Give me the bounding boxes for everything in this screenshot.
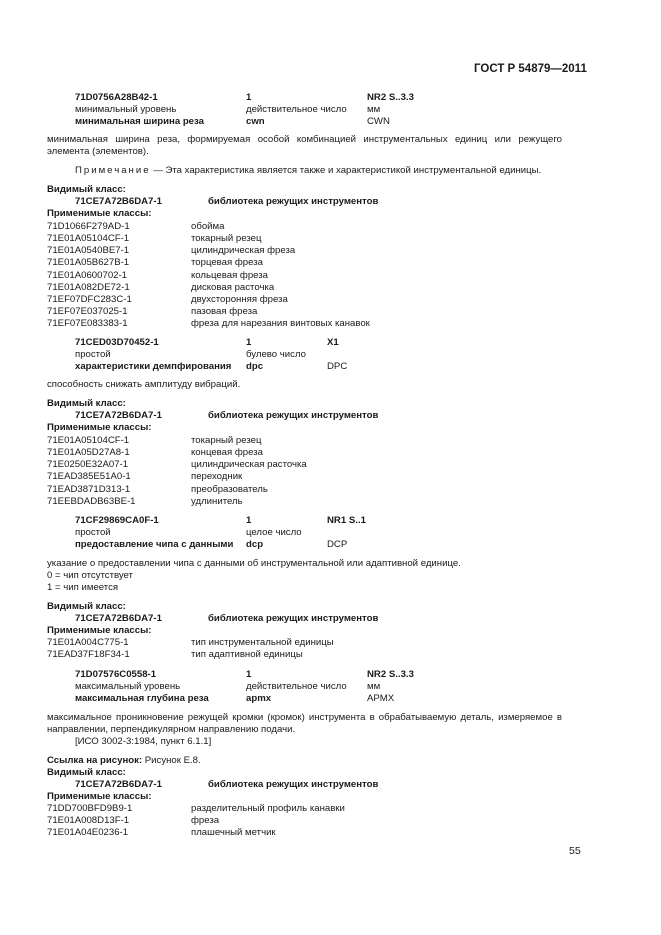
class-code: 71E01A05104CF-1 (47, 233, 130, 245)
property-source: [ИСО 3002-3:1984, пункт 6.1.1] (75, 736, 212, 747)
class-code: 71EF07E037025-1 (47, 306, 128, 318)
class-name: разделительный профиль канавки (191, 803, 345, 814)
value-meaning-1: 1 = чип имеется (47, 582, 119, 593)
property-code: 71CED03D70452-1 (75, 337, 159, 348)
class-name: дисковая расточка (191, 281, 275, 293)
property-format: NR2 S..3.3 (367, 92, 414, 103)
property-definition: указание о предоставлении чипа с данными об инструментальной или адаптивной единице. (47, 558, 461, 569)
property-name: характеристики демпфирования (75, 361, 232, 372)
property-symbol: dcp (246, 539, 264, 550)
property-type: простой (75, 349, 111, 360)
applicable-classes-label: Применимые классы: (47, 625, 152, 636)
property-name: максимальная глубина реза (75, 693, 209, 704)
property-version: 1 (246, 337, 252, 348)
class-code: 71E01A05B627B-1 (47, 257, 130, 269)
class-code: 71EF07E083383-1 (47, 318, 128, 330)
class-name: преобразователь (191, 483, 268, 495)
applicable-classes-label: Применимые классы: (47, 422, 152, 433)
class-name: пазовая фреза (191, 306, 258, 318)
class-code: 71D1066F279AD-1 (47, 221, 130, 232)
class-code: 71E01A05104CF-1 (47, 435, 130, 446)
page-number: 55 (569, 845, 581, 857)
property-datatype: действительное число (246, 681, 347, 692)
class-code: 71E01A0540BE7-1 (47, 245, 130, 257)
property-definition: способность снижать амплитуду вибраций. (47, 379, 241, 390)
property-symbol-upper: APMX (367, 693, 395, 704)
class-name: торцевая фреза (191, 257, 263, 269)
property-datatype: целое число (246, 527, 302, 538)
figure-reference-label: Ссылка на рисунок: (47, 755, 143, 766)
class-code: 71EAD3871D313-1 (47, 483, 131, 495)
visible-class-label: Видимый класс: (47, 398, 126, 409)
visible-class-name: библиотека режущих инструментов (208, 613, 379, 624)
property-symbol-upper: DPC (327, 361, 348, 372)
property-format: NR2 S..3.3 (367, 669, 414, 680)
class-code: 71E01A0600702-1 (47, 269, 128, 281)
class-code: 71E01A04E0236-1 (47, 827, 129, 839)
property-definition: максимальное проникновение режущей кромки (кромок) инструмента в обрабатываемую деталь, измеряемое в направлении, перпендикулярном направлению подачи. (47, 712, 562, 736)
visible-class-id: 71CE7A72B6DA7-1 (75, 410, 162, 421)
property-code: 71D0756A28B42-1 (75, 92, 158, 103)
class-name: удлинитель (191, 495, 243, 507)
property-version: 1 (246, 669, 252, 680)
note-text: — Эта характеристика является также и характеристикой инструментальной единицы. (150, 165, 542, 176)
value-meaning-0: 0 = чип отсутствует (47, 570, 133, 581)
class-code: 71E01A05D27A8-1 (47, 447, 130, 459)
class-name: цилиндрическая фреза (191, 245, 296, 257)
class-name: плашечный метчик (191, 827, 276, 839)
property-version: 1 (246, 92, 252, 103)
applicable-classes-label: Применимые классы: (47, 208, 152, 219)
class-name: фреза для нарезания винтовых канавок (191, 318, 370, 330)
class-name: обойма (191, 221, 225, 232)
property-datatype: действительное число (246, 104, 347, 115)
property-symbol: apmx (246, 693, 272, 704)
visible-class-id: 71CE7A72B6DA7-1 (75, 196, 162, 207)
visible-class-label: Видимый класс: (47, 767, 126, 778)
visible-class-label: Видимый класс: (47, 601, 126, 612)
class-name: фреза (191, 815, 220, 827)
visible-class-name: библиотека режущих инструментов (208, 196, 379, 207)
class-code: 71EEBDADB63BE-1 (47, 495, 136, 507)
visible-class-name: библиотека режущих инструментов (208, 779, 379, 790)
class-code: 71EAD385E51A0-1 (47, 471, 131, 483)
property-symbol-upper: DCP (327, 539, 348, 550)
class-name: двухсторонняя фреза (191, 293, 288, 305)
property-type: максимальный уровень (75, 681, 181, 692)
class-name: цилиндрическая расточка (191, 459, 307, 471)
property-unit: мм (367, 104, 381, 115)
property-version: 1 (246, 515, 252, 526)
class-code: 71EAD37F18F34-1 (47, 649, 130, 661)
visible-class-id: 71CE7A72B6DA7-1 (75, 779, 162, 790)
property-code: 71D07576C0558-1 (75, 669, 157, 680)
class-code: 71EF07DFC283C-1 (47, 293, 132, 305)
property-symbol: cwn (246, 116, 265, 127)
property-symbol-upper: CWN (367, 116, 390, 127)
property-name: минимальная ширина реза (75, 116, 205, 127)
class-name: переходник (191, 471, 243, 483)
property-datatype: булево число (246, 349, 306, 360)
property-name: предоставление чипа с данными (75, 539, 234, 550)
visible-class-id: 71CE7A72B6DA7-1 (75, 613, 162, 624)
class-name: тип инструментальной единицы (191, 637, 334, 648)
class-name: концевая фреза (191, 447, 263, 459)
visible-class-label: Видимый класс: (47, 184, 126, 195)
property-type: простой (75, 527, 111, 538)
class-name: токарный резец (191, 435, 262, 446)
applicable-classes-label: Применимые классы: (47, 791, 152, 802)
figure-reference-value: Рисунок Е.8. (142, 755, 201, 766)
property-format: NR1 S..1 (327, 515, 366, 526)
property-symbol: dpc (246, 361, 264, 372)
class-code: 71E01A008D13F-1 (47, 815, 130, 827)
property-format: X1 (327, 337, 339, 348)
property-definition: минимальная ширина реза, формируемая особой комбинацией инструментальных единиц или режущего элемента (элементов). (47, 134, 562, 158)
visible-class-name: библиотека режущих инструментов (208, 410, 379, 421)
note (75, 165, 541, 177)
standard-header: ГОСТ Р 54879—2011 (474, 63, 587, 75)
property-unit: мм (367, 681, 381, 692)
class-name: тип адаптивной единицы (191, 649, 303, 661)
figure-reference (47, 755, 201, 767)
class-code: 71E01A082DE72-1 (47, 281, 130, 293)
class-name: токарный резец (191, 233, 262, 245)
class-code: 71E0250E32A07-1 (47, 459, 129, 471)
class-code: 71E01A004C775-1 (47, 637, 129, 648)
class-name: кольцевая фреза (191, 269, 269, 281)
class-code: 71DD700BFD9B9-1 (47, 803, 133, 814)
property-type: минимальный уровень (75, 104, 177, 115)
note-label: Примечание (75, 165, 151, 176)
property-code: 71CF29869CA0F-1 (75, 515, 159, 526)
